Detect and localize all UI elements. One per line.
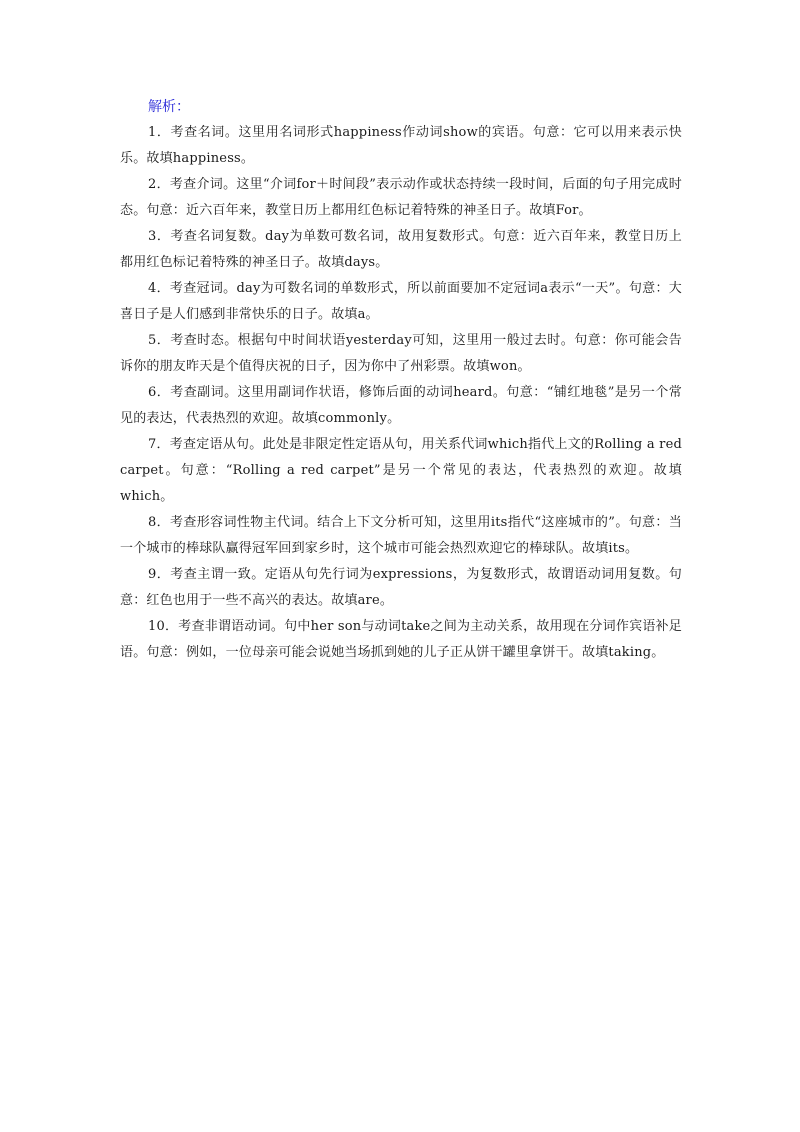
explanation-section: [120, 94, 682, 666]
answer-item-6: 6．考查副词。这里用副词作状语，修饰后面的动词heard。句意：“铺红地毯”是另一个常见的表达，代表热烈的欢迎。故填commonly。: [120, 385, 682, 426]
answer-item-3: 3．考查名词复数。day为单数可数名词，故用复数形式。句意：近六百年来，教堂日历上都用红色标记着特殊的神圣日子。故填days。: [120, 229, 682, 270]
answer-item-7: 7．考查定语从句。此处是非限定性定语从句，用关系代词which指代上文的Rolling a red carpet。句意：“Rolling a red carpet”是另一个常见的表达，代表热烈的欢迎。故填which。: [120, 437, 682, 504]
answer-item-10: 10．考查非谓语动词。句中her son与动词take之间为主动关系，故用现在分词作宾语补足语。句意：例如，一位母亲可能会说她当场抓到她的儿子正从饼干罐里拿饼干。故填taking。: [120, 619, 682, 660]
answer-item-2: 2．考查介词。这里“介词for＋时间段”表示动作或状态持续一段时间，后面的句子用完成时态。句意：近六百年来，教堂日历上都用红色标记着特殊的神圣日子。故填For。: [120, 177, 682, 218]
answer-item-1: 1．考查名词。这里用名词形式happiness作动词show的宾语。句意：它可以用来表示快乐。故填happiness。: [120, 125, 682, 166]
section-heading: 解析：: [148, 99, 190, 115]
answer-item-8: 8．考查形容词性物主代词。结合上下文分析可知，这里用its指代“这座城市的”。句意：当一个城市的棒球队赢得冠军回到家乡时，这个城市可能会热烈欢迎它的棒球队。故填its。: [120, 515, 682, 556]
answer-item-5: 5．考查时态。根据句中时间状语yesterday可知，这里用一般过去时。句意：你可能会告诉你的朋友昨天是个值得庆祝的日子，因为你中了州彩票。故填won。: [120, 333, 682, 374]
answer-item-4: 4．考查冠词。day为可数名词的单数形式，所以前面要加不定冠词a表示“一天”。句意：大喜日子是人们感到非常快乐的日子。故填a。: [120, 281, 682, 322]
answer-item-9: 9．考查主谓一致。定语从句先行词为expressions，为复数形式，故谓语动词用复数。句意：红色也用于一些不高兴的表达。故填are。: [120, 567, 682, 608]
